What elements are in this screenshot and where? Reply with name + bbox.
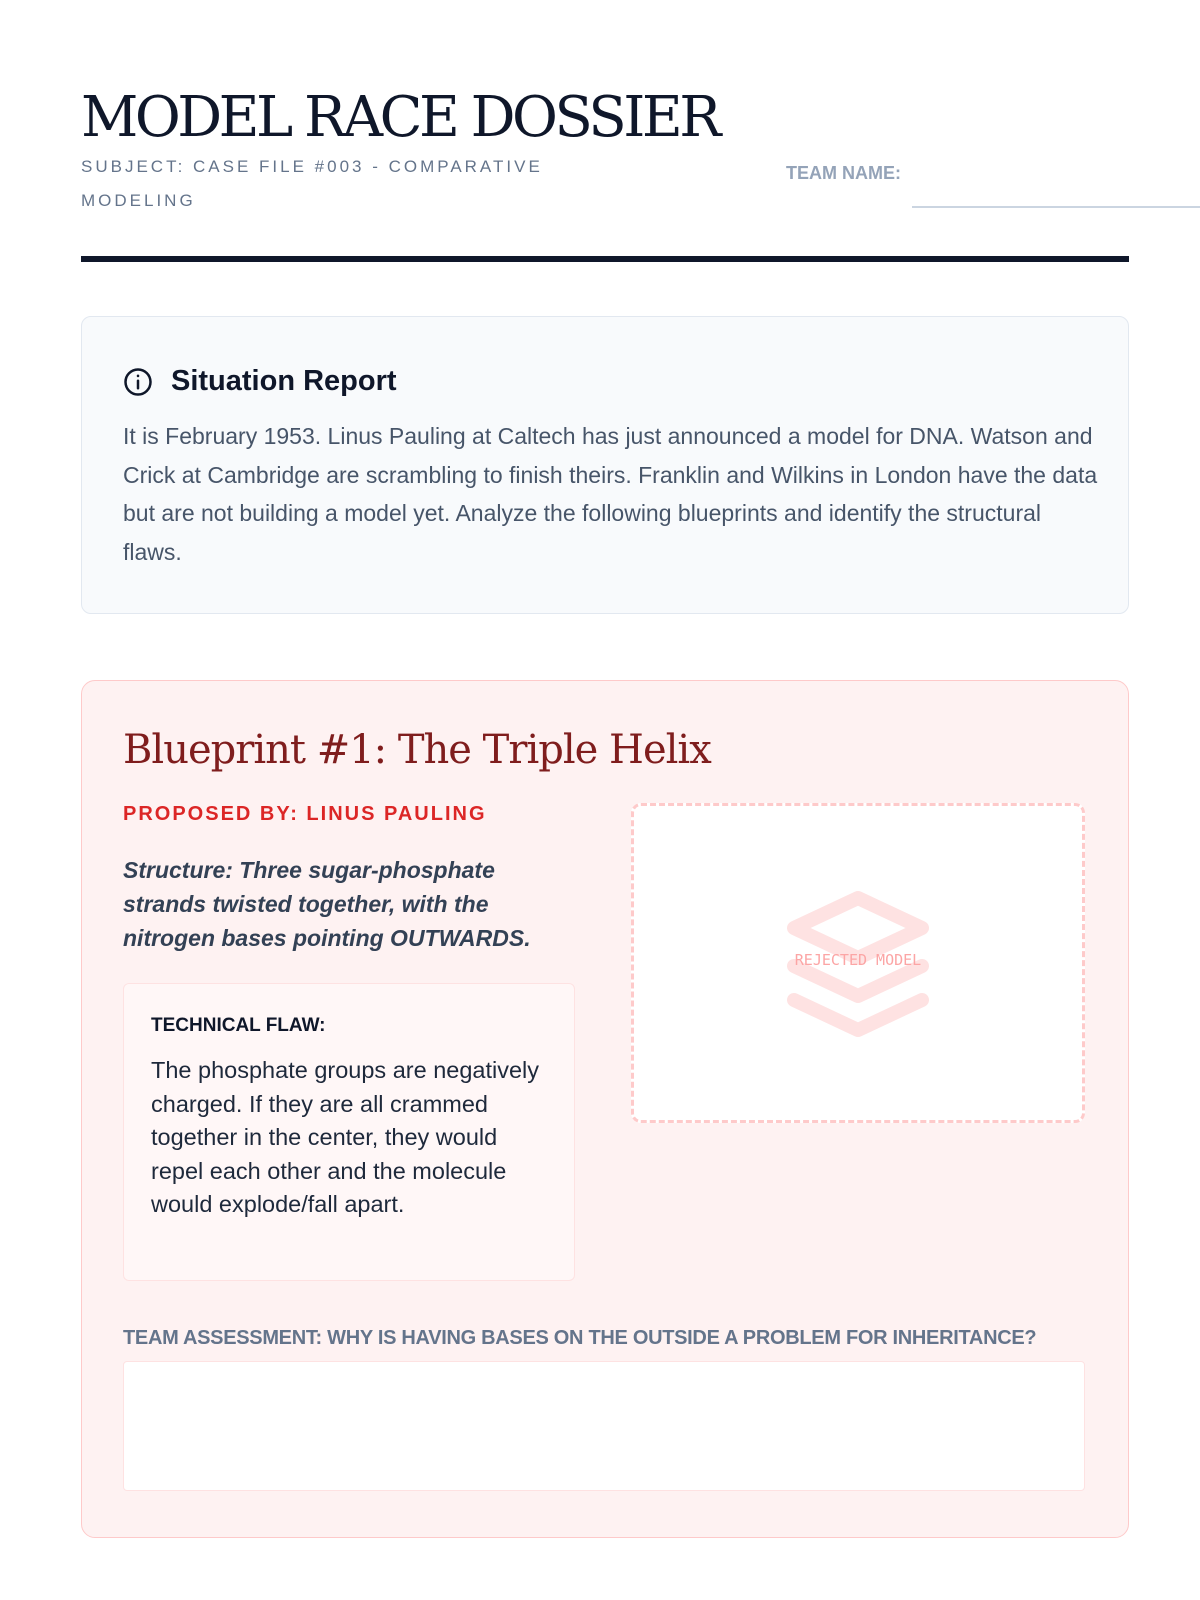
team-name-field[interactable] [912,206,1200,208]
proposed-by: PROPOSED BY: LINUS PAULING [123,803,487,825]
page-title: MODEL RACE DOSSIER [81,85,718,150]
situation-report-card [81,316,1129,614]
case-subject: SUBJECT: CASE FILE #003 - COMPARATIVE MODELING [81,157,543,210]
technical-flaw-label: TECHNICAL FLAW: [151,1015,326,1036]
header-divider [81,256,1129,262]
blueprint-title: Blueprint #1: The Triple Helix [123,727,711,773]
rejected-model-placeholder [631,803,1085,1123]
info-icon [123,367,153,397]
technical-flaw-text: The phosphate groups are negatively charged. If they are all crammed together in the center, they would repel each other and the molecule would explode/fall apart. [151,1057,540,1218]
rejected-model-label: REJECTED MODEL [794,951,922,969]
technical-flaw-box [123,983,575,1281]
team-name-label: TEAM NAME: [786,163,901,183]
structure-description: Structure: Three sugar-phosphate strands twisted together, with the nitrogen bases pointing OUTWARDS. [123,857,531,951]
situation-report-body: It is February 1953. Linus Pauling at Caltech has just announced a model for DNA. Watson and Crick at Cambridge are scrambling to finish theirs. Franklin and Wilkins in London have the data but are not building a model yet. Analyze the following blueprints and identify the structural flaws. [123,423,1098,565]
team-assessment-input[interactable] [123,1361,1085,1491]
situation-report-title: Situation Report [171,365,397,397]
team-assessment-label: TEAM ASSESSMENT: WHY IS HAVING BASES ON THE OUTSIDE A PROBLEM FOR INHERITANCE? [123,1327,1037,1349]
blueprint-card [81,680,1129,1538]
